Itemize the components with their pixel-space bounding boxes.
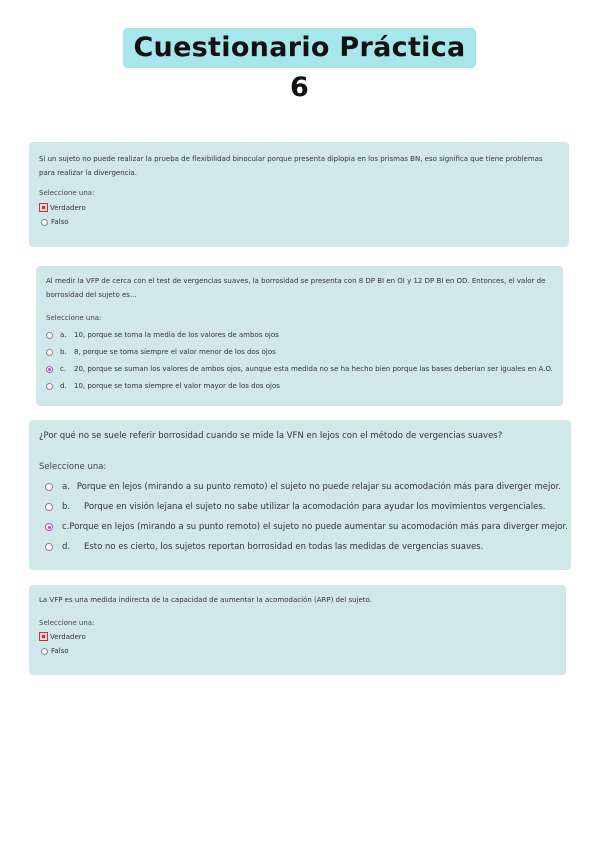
question-text: ¿Por qué no se suele referir borrosidad cuando se mide la VFN en lejos con el método de vergencias suaves?: [39, 431, 503, 441]
option-label: Verdadero: [50, 632, 86, 641]
option-letter: d.: [62, 542, 71, 552]
selected-checkbox-icon[interactable]: [39, 632, 48, 641]
radio-icon[interactable]: [46, 349, 53, 356]
radio-selected-icon[interactable]: [45, 523, 53, 531]
radio-icon[interactable]: [41, 219, 48, 226]
option-label: Porque en visión lejana el sujeto no sabe utilizar la acomodación para ayudar los movimientos vergenciales.: [84, 502, 546, 512]
option-false[interactable]: [39, 218, 559, 226]
option-letter: a.: [60, 331, 67, 339]
radio-icon[interactable]: [45, 503, 53, 511]
answer-prompt: Seleccione una:: [39, 619, 95, 627]
option-label: Porque en lejos (mirando a su punto remoto) el sujeto no puede aumentar su acomodación más para diverger mejor.: [69, 522, 568, 532]
option-true[interactable]: [39, 632, 556, 641]
option-label: 20, porque se suman los valores de ambos ojos, aunque esta medida no se ha hecho bien porque las bases deberían ser iguales en A.O.: [74, 365, 553, 373]
option-d[interactable]: [46, 382, 553, 390]
option-label: 10, porque se toma siempre el valor mayor de los dos ojos: [74, 382, 280, 390]
radio-icon[interactable]: [45, 483, 53, 491]
option-label: Verdadero: [50, 203, 86, 212]
option-label: Falso: [51, 647, 69, 655]
option-false[interactable]: [39, 647, 556, 655]
option-label: Porque en lejos (mirando a su punto remoto) el sujeto no puede relajar su acomodación más para diverger mejor.: [76, 482, 561, 492]
question-text: Si un sujeto no puede realizar la prueba de flexibilidad binocular porque presenta diplopia en los prismas BN, eso significa que tiene problemas para realizar la divergencia.: [39, 155, 543, 177]
radio-icon[interactable]: [46, 383, 53, 390]
option-label: Falso: [51, 218, 69, 226]
option-label: Esto no es cierto, los sujetos reportan borrosidad en todas las medidas de vergencias suaves.: [84, 542, 484, 552]
radio-selected-icon[interactable]: [46, 366, 53, 373]
question-card-1: [29, 142, 569, 247]
radio-icon[interactable]: [46, 332, 53, 339]
option-letter: a.: [62, 482, 70, 492]
option-b[interactable]: [46, 348, 553, 356]
answer-prompt: Seleccione una:: [39, 189, 95, 197]
option-label: 10, porque se toma la media de los valores de ambos ojos: [74, 331, 279, 339]
option-c[interactable]: [46, 365, 553, 373]
option-letter: d.: [60, 382, 67, 390]
selected-checkbox-icon[interactable]: [39, 203, 48, 212]
question-card-4: [29, 585, 566, 675]
option-a[interactable]: [46, 331, 553, 339]
option-b[interactable]: [39, 502, 561, 512]
radio-icon[interactable]: [45, 543, 53, 551]
radio-icon[interactable]: [41, 648, 48, 655]
option-d[interactable]: [39, 542, 561, 552]
option-letter: b.: [62, 502, 71, 512]
question-text: La VFP es una medida indirecta de la capacidad de aumentar la acomodación (ARP) del sujeto.: [39, 596, 372, 604]
question-card-2: [36, 266, 563, 406]
question-text: Al medir la VFP de cerca con el test de vergencias suaves, la borrosidad se presenta con 8 DP BI en OI y 12 DP BI en OD. Entonces, el valor de borrosidad del sujeto es...: [46, 277, 546, 299]
answer-prompt: Seleccione una:: [39, 462, 107, 472]
option-true[interactable]: [39, 203, 559, 212]
option-c[interactable]: [39, 522, 568, 532]
answer-prompt: Seleccione una:: [46, 314, 102, 322]
option-a[interactable]: [39, 482, 561, 492]
option-label: 8, porque se toma siempre el valor menor de los dos ojos: [74, 348, 276, 356]
option-letter: c.: [60, 365, 67, 373]
option-letter: b.: [60, 348, 67, 356]
option-letter: c.: [62, 522, 70, 532]
page-title: Cuestionario Práctica 6: [123, 28, 476, 68]
question-card-3: [29, 420, 571, 570]
